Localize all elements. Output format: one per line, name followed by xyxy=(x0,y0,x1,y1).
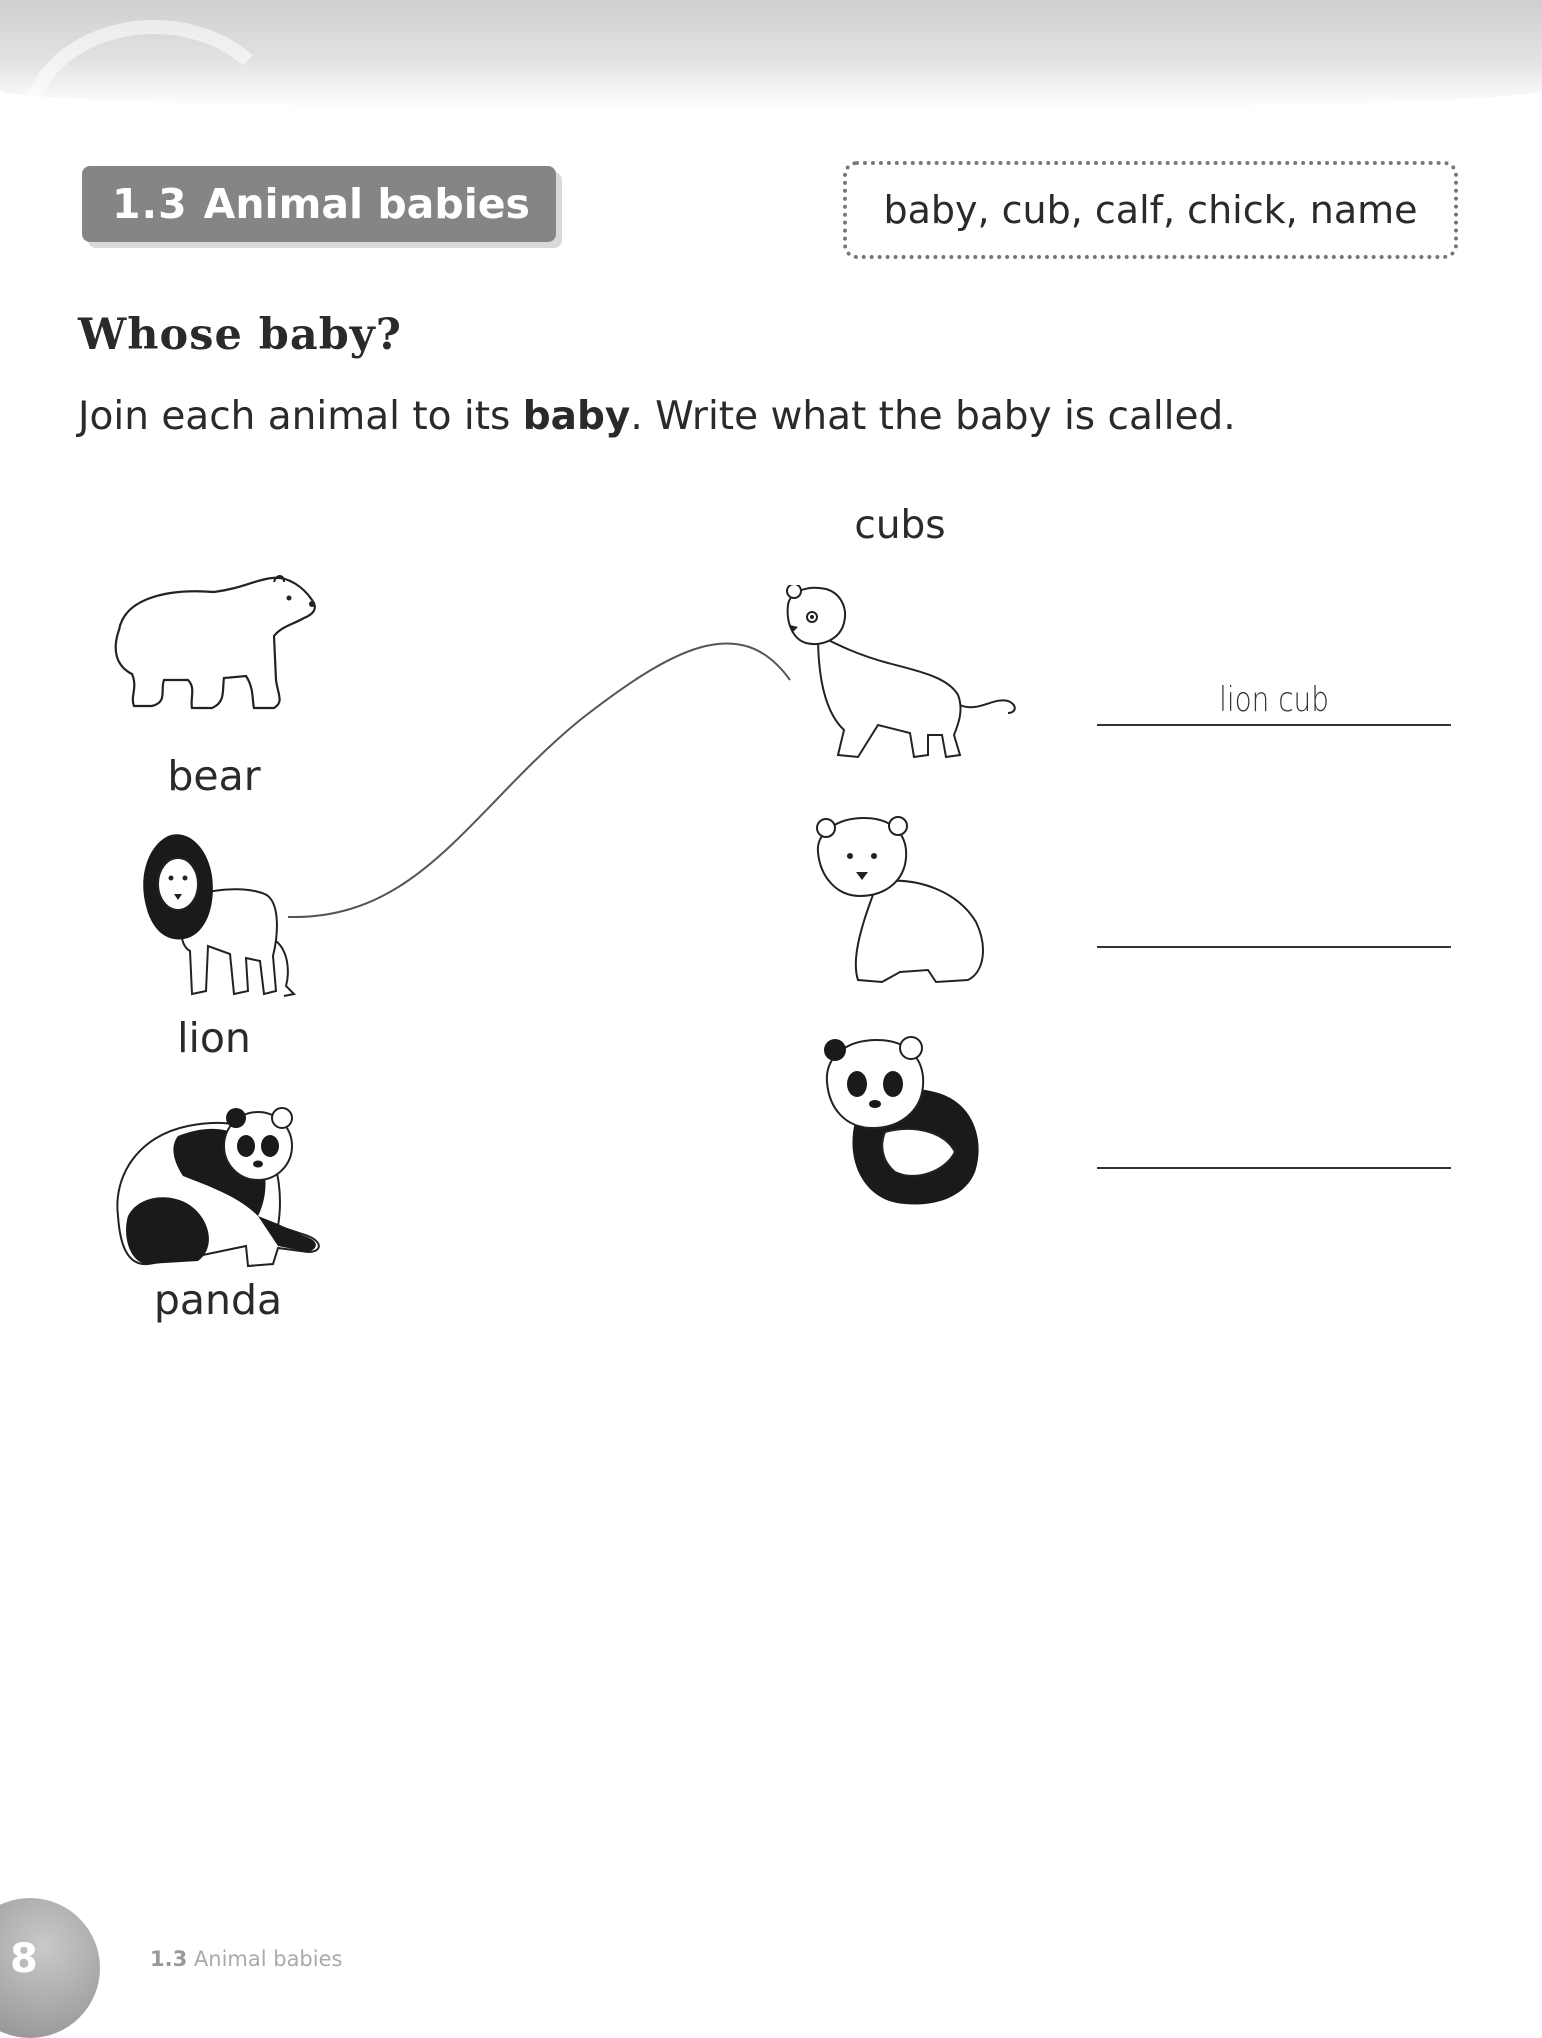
footer-section-title: Animal babies xyxy=(193,1947,343,1971)
lion-cub-icon[interactable] xyxy=(778,585,1023,765)
answer-line-2[interactable] xyxy=(1097,946,1451,948)
activity-heading: Whose baby? xyxy=(78,310,402,360)
panda-icon[interactable] xyxy=(108,1096,328,1274)
animal-label-lion: lion xyxy=(177,1014,251,1062)
column-title: cubs xyxy=(854,503,946,548)
answer-line-3[interactable] xyxy=(1097,1167,1451,1169)
section-title: Animal babies xyxy=(203,180,530,228)
footer-text xyxy=(150,1947,342,1971)
footer-section-number: 1.3 xyxy=(150,1947,188,1971)
word-box: baby, cub, calf, chick, name xyxy=(843,161,1458,259)
instruction-part1: Join each animal to its xyxy=(78,394,523,439)
animal-label-panda: panda xyxy=(153,1276,283,1324)
animal-label-bear: bear xyxy=(167,752,261,800)
instruction-part2: . Write what the baby is called. xyxy=(630,394,1236,439)
answer-text-1: lion cub xyxy=(1219,680,1329,720)
bear-cub-icon[interactable] xyxy=(808,812,998,992)
lion-icon[interactable] xyxy=(138,826,298,1004)
panda-cub-icon[interactable] xyxy=(815,1032,995,1212)
section-number: 1.3 xyxy=(112,180,188,228)
answer-line-1[interactable] xyxy=(1097,724,1451,726)
page-number: 8 xyxy=(10,1936,38,1982)
instruction-bold: baby xyxy=(522,394,631,439)
bear-icon[interactable] xyxy=(104,570,324,740)
